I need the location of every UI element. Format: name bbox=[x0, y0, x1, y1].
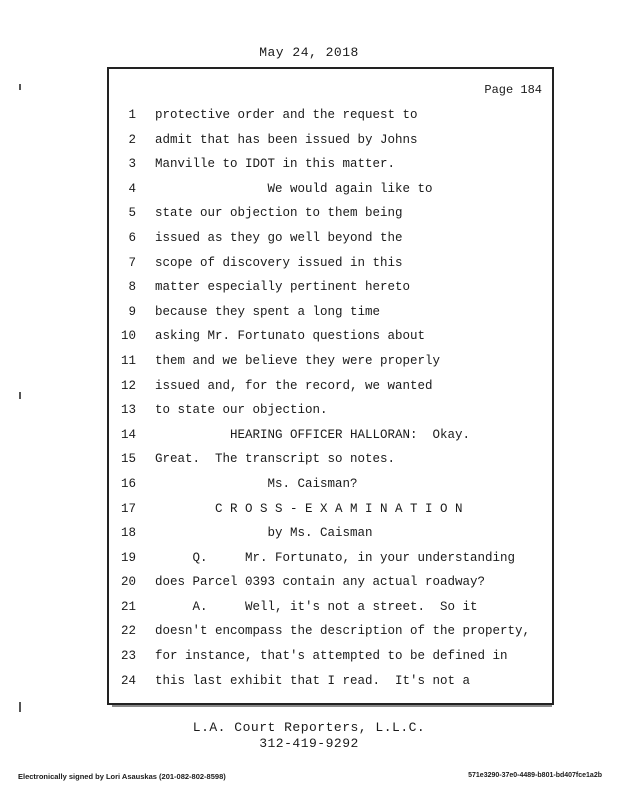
line-text: HEARING OFFICER HALLORAN: Okay. bbox=[155, 427, 471, 442]
line-text: doesn't encompass the description of the property, bbox=[155, 624, 531, 639]
transcript-line bbox=[108, 251, 554, 276]
line-number: 24 bbox=[120, 673, 136, 688]
line-text: to state our objection. bbox=[155, 403, 328, 418]
line-text: Q. Mr. Fortunato, in your understanding bbox=[155, 550, 516, 565]
transcript-line bbox=[108, 324, 554, 349]
line-text: scope of discovery issued in this bbox=[155, 255, 403, 270]
line-text: issued as they go well beyond the bbox=[155, 230, 403, 245]
line-text: issued and, for the record, we wanted bbox=[155, 378, 433, 393]
line-number: 3 bbox=[128, 157, 136, 172]
transcript-line bbox=[108, 447, 554, 472]
transcript-line bbox=[108, 595, 554, 620]
line-number: 20 bbox=[120, 575, 136, 590]
transcript-line bbox=[108, 423, 554, 448]
line-text: protective order and the request to bbox=[155, 108, 418, 122]
line-number: 22 bbox=[120, 624, 136, 639]
transcript-line bbox=[108, 152, 554, 177]
transcript-line bbox=[108, 128, 554, 153]
line-number: 11 bbox=[120, 353, 136, 368]
transcript-line bbox=[108, 521, 554, 546]
line-number: 16 bbox=[120, 476, 136, 491]
electronic-signature-note: Electronically signed by Lori Asauskas (201-082-802-8598) bbox=[18, 772, 226, 781]
transcript-line bbox=[108, 201, 554, 226]
line-number: 12 bbox=[120, 378, 136, 393]
line-text: does Parcel 0393 contain any actual roadway? bbox=[155, 575, 486, 590]
line-number: 14 bbox=[120, 427, 136, 442]
line-text: admit that has been issued by Johns bbox=[155, 132, 418, 147]
transcript-line bbox=[108, 546, 554, 571]
line-text: by Ms. Caisman bbox=[155, 526, 373, 541]
line-number: 8 bbox=[128, 280, 136, 295]
line-text: C R O S S - E X A M I N A T I O N bbox=[155, 501, 463, 516]
line-text: state our objection to them being bbox=[155, 206, 403, 221]
transcript-line bbox=[108, 472, 554, 497]
court-reporter-phone: 312-419-9292 bbox=[259, 736, 359, 751]
transcript-line bbox=[108, 497, 554, 522]
transcript-line bbox=[108, 644, 554, 669]
transcript-line bbox=[108, 177, 554, 202]
transcript-line bbox=[108, 570, 554, 595]
scan-speck bbox=[19, 84, 21, 90]
line-text: because they spent a long time bbox=[155, 304, 381, 319]
line-number: 4 bbox=[128, 181, 136, 196]
transcript-line bbox=[108, 275, 554, 300]
document-id: 571e3290-37e0-4489-b801-bd407fce1a2b bbox=[468, 772, 602, 779]
line-text: Manville to IDOT in this matter. bbox=[155, 157, 396, 172]
line-number: 10 bbox=[120, 329, 136, 344]
line-number: 19 bbox=[120, 550, 136, 565]
line-text: Ms. Caisman? bbox=[155, 476, 358, 491]
transcript-line bbox=[108, 374, 554, 399]
line-text: Great. The transcript so notes. bbox=[155, 452, 396, 467]
line-number: 2 bbox=[128, 132, 136, 147]
scan-speck bbox=[19, 702, 21, 712]
line-text: matter especially pertinent hereto bbox=[155, 280, 411, 295]
transcript-line bbox=[108, 226, 554, 251]
transcript-line bbox=[108, 669, 554, 694]
line-text: for instance, that's attempted to be defined in bbox=[155, 649, 508, 664]
transcript-line bbox=[108, 300, 554, 325]
line-text: this last exhibit that I read. It's not a bbox=[155, 673, 471, 688]
transcript-line bbox=[108, 619, 554, 644]
page-number-label: Page 184 bbox=[484, 83, 542, 97]
transcript-lines bbox=[108, 103, 554, 693]
line-text: them and we believe they were properly bbox=[155, 353, 441, 368]
transcript-line bbox=[108, 103, 554, 128]
line-number: 6 bbox=[128, 230, 136, 245]
line-number: 18 bbox=[120, 526, 136, 541]
transcript-line bbox=[108, 398, 554, 423]
court-reporter-name: L.A. Court Reporters, L.L.C. bbox=[192, 720, 426, 735]
line-number: 7 bbox=[128, 255, 136, 270]
line-number: 1 bbox=[128, 108, 136, 122]
transcript-date: May 24, 2018 bbox=[259, 45, 359, 60]
line-text: asking Mr. Fortunato questions about bbox=[155, 329, 426, 344]
line-number: 23 bbox=[120, 649, 136, 664]
line-text: We would again like to bbox=[155, 181, 433, 196]
line-number: 17 bbox=[120, 501, 136, 516]
line-text: A. Well, it's not a street. So it bbox=[155, 599, 478, 614]
line-number: 21 bbox=[120, 599, 136, 614]
line-number: 15 bbox=[120, 452, 136, 467]
transcript-line bbox=[108, 349, 554, 374]
scan-speck bbox=[19, 392, 21, 399]
line-number: 13 bbox=[120, 403, 136, 418]
line-number: 9 bbox=[128, 304, 136, 319]
frame-shadow bbox=[112, 705, 552, 707]
line-number: 5 bbox=[128, 206, 136, 221]
